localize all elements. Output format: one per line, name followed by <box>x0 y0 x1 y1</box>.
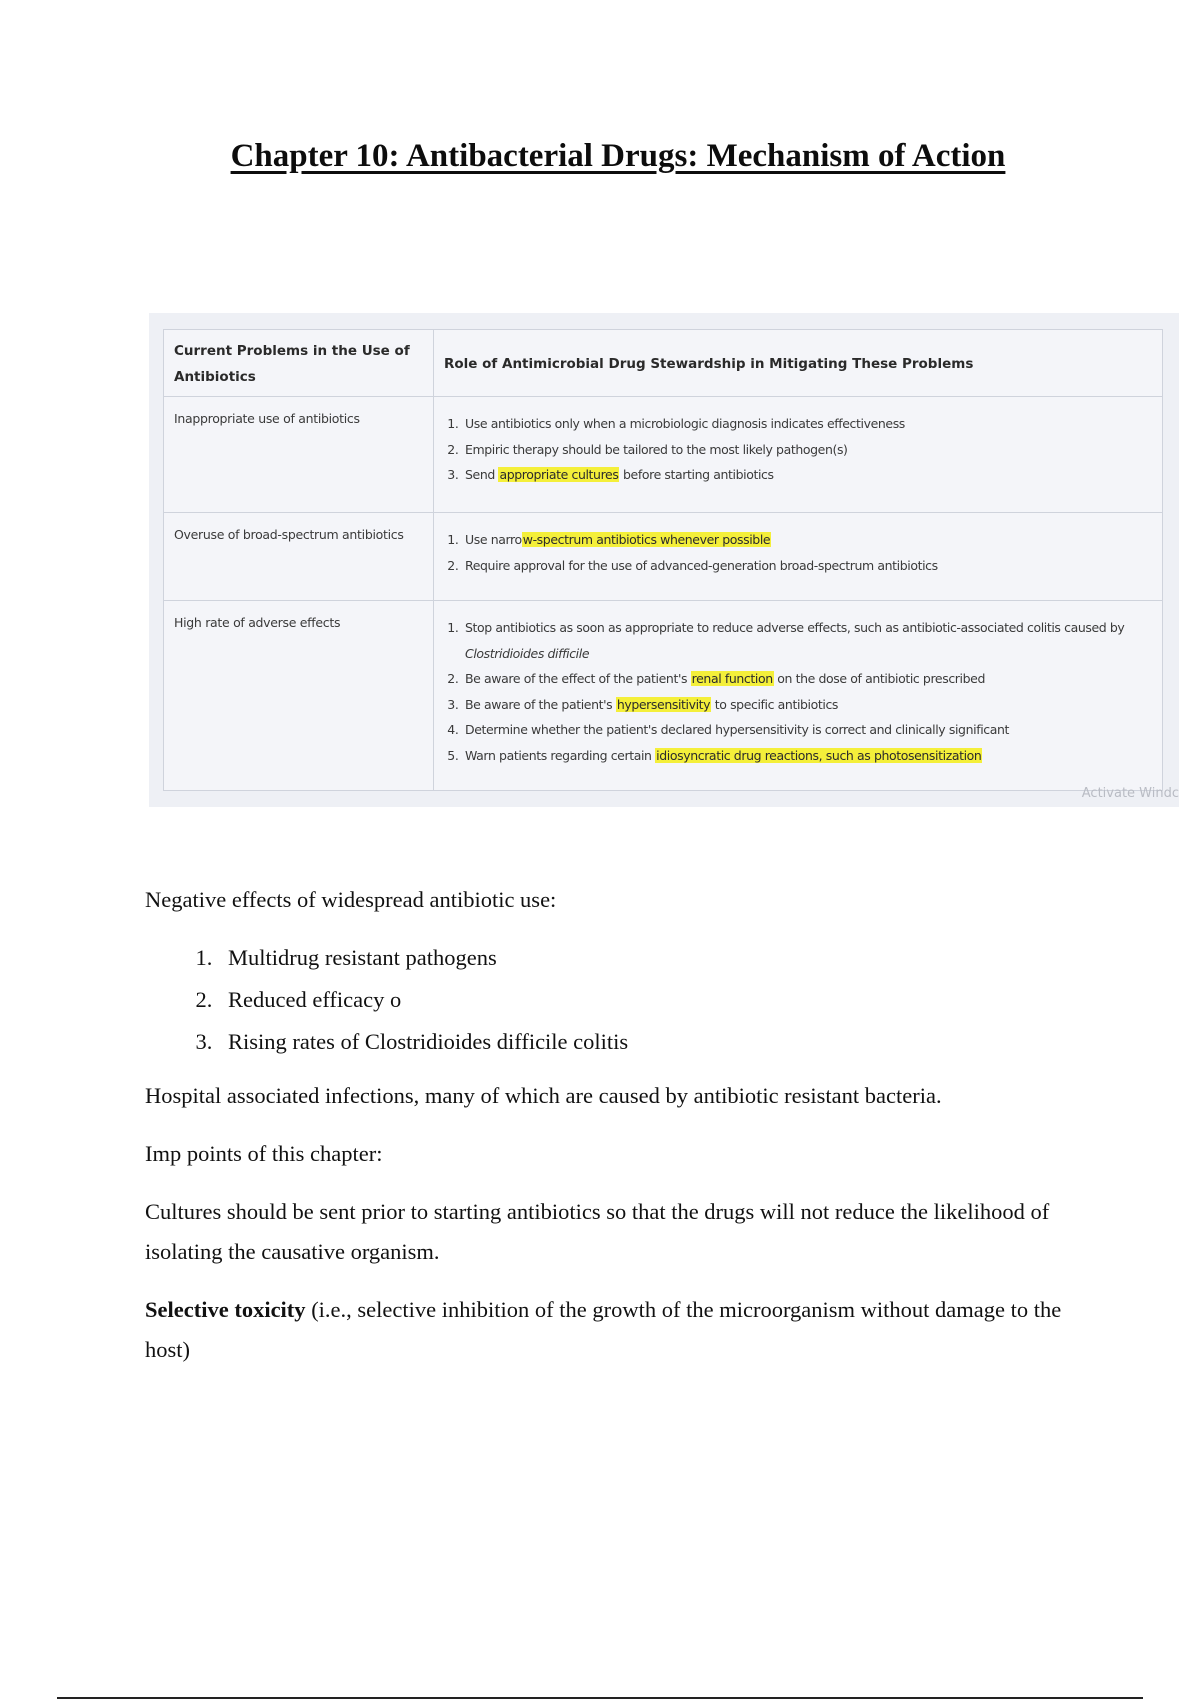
highlight: hypersensitivity <box>616 696 711 712</box>
negative-effects-list <box>180 937 628 1063</box>
stewardship-cell <box>434 513 1163 601</box>
stewardship-cell <box>434 601 1163 791</box>
list-item: 3. Rising rates of Clostridioides difficile colitis <box>218 1021 628 1063</box>
list-item: 4. Determine whether the patient's declared hypersensitivity is correct and clinically significant <box>462 717 1152 743</box>
highlight: appropriate cultures <box>499 467 619 482</box>
header-stewardship-role: Role of Antimicrobial Drug Stewardship in Mitigating These Problems <box>434 330 1163 397</box>
selective-toxicity-paragraph: Selective toxicity (i.e., selective inhibition of the growth of the microorganism without damage to the host) <box>145 1297 1062 1362</box>
list-item: 1. Stop antibiotics as soon as appropriate to reduce adverse effects, such as antibiotic-associated colitis caused by Clostridioides difficile <box>462 615 1152 666</box>
table-header-row <box>164 330 1163 397</box>
stewardship-table <box>163 329 1163 791</box>
list-item: 1. Use antibiotics only when a microbiologic diagnosis indicates effectiveness <box>462 411 1152 437</box>
negative-effects-heading: Negative effects of widespread antibiotic use: <box>145 887 557 912</box>
cultures-paragraph: Cultures should be sent prior to starting antibiotics so that the drugs will not reduce the likelihood of isolating the causative organism. <box>145 1199 1050 1264</box>
list-item: 3. Send appropriate cultures before starting antibiotics <box>462 462 1152 488</box>
table-row <box>164 397 1163 513</box>
header-problems: Current Problems in the Use of Antibiotics <box>164 330 434 397</box>
stewardship-list <box>444 527 1152 578</box>
stewardship-list <box>444 615 1152 768</box>
page-title: Chapter 10: Antibacterial Drugs: Mechanism of Action <box>230 138 1006 174</box>
stewardship-table-image <box>149 313 1179 807</box>
list-item: 2. Be aware of the effect of the patient's renal function on the dose of antibiotic prescribed <box>462 666 1152 692</box>
list-item: 5. Warn patients regarding certain idiosyncratic drug reactions, such as photosensitization <box>462 743 1152 769</box>
list-item: 2. Reduced efficacy o <box>218 979 628 1021</box>
list-item: 3. Be aware of the patient's hypersensitivity to specific antibiotics <box>462 692 1152 718</box>
list-item: 1. Multidrug resistant pathogens <box>218 937 628 979</box>
list-item: 2. Empiric therapy should be tailored to the most likely pathogen(s) <box>462 437 1152 463</box>
highlight: w-spectrum antibiotics whenever possible <box>522 532 771 547</box>
highlight: renal function <box>691 671 773 686</box>
imp-points-heading: Imp points of this chapter: <box>145 1141 383 1166</box>
hospital-infections-paragraph: Hospital associated infections, many of which are caused by antibiotic resistant bacteria. <box>145 1083 942 1108</box>
stewardship-list <box>444 411 1152 488</box>
list-item: 2. Require approval for the use of advanced-generation broad-spectrum antibiotics <box>462 553 1152 579</box>
problem-cell: Inappropriate use of antibiotics <box>164 397 434 513</box>
stewardship-cell <box>434 397 1163 513</box>
problem-cell: Overuse of broad-spectrum antibiotics <box>164 513 434 601</box>
footer-divider <box>57 1697 1143 1699</box>
selective-toxicity-term: Selective toxicity <box>145 1297 306 1322</box>
problem-cell: High rate of adverse effects <box>164 601 434 791</box>
table-row <box>164 513 1163 601</box>
table-row <box>164 601 1163 791</box>
activate-windows-watermark: Activate Windc <box>1081 786 1179 801</box>
highlight: idiosyncratic drug reactions, such as photosensitization <box>656 747 982 763</box>
list-item: 1. Use narrow-spectrum antibiotics whenever possible <box>462 527 1152 553</box>
